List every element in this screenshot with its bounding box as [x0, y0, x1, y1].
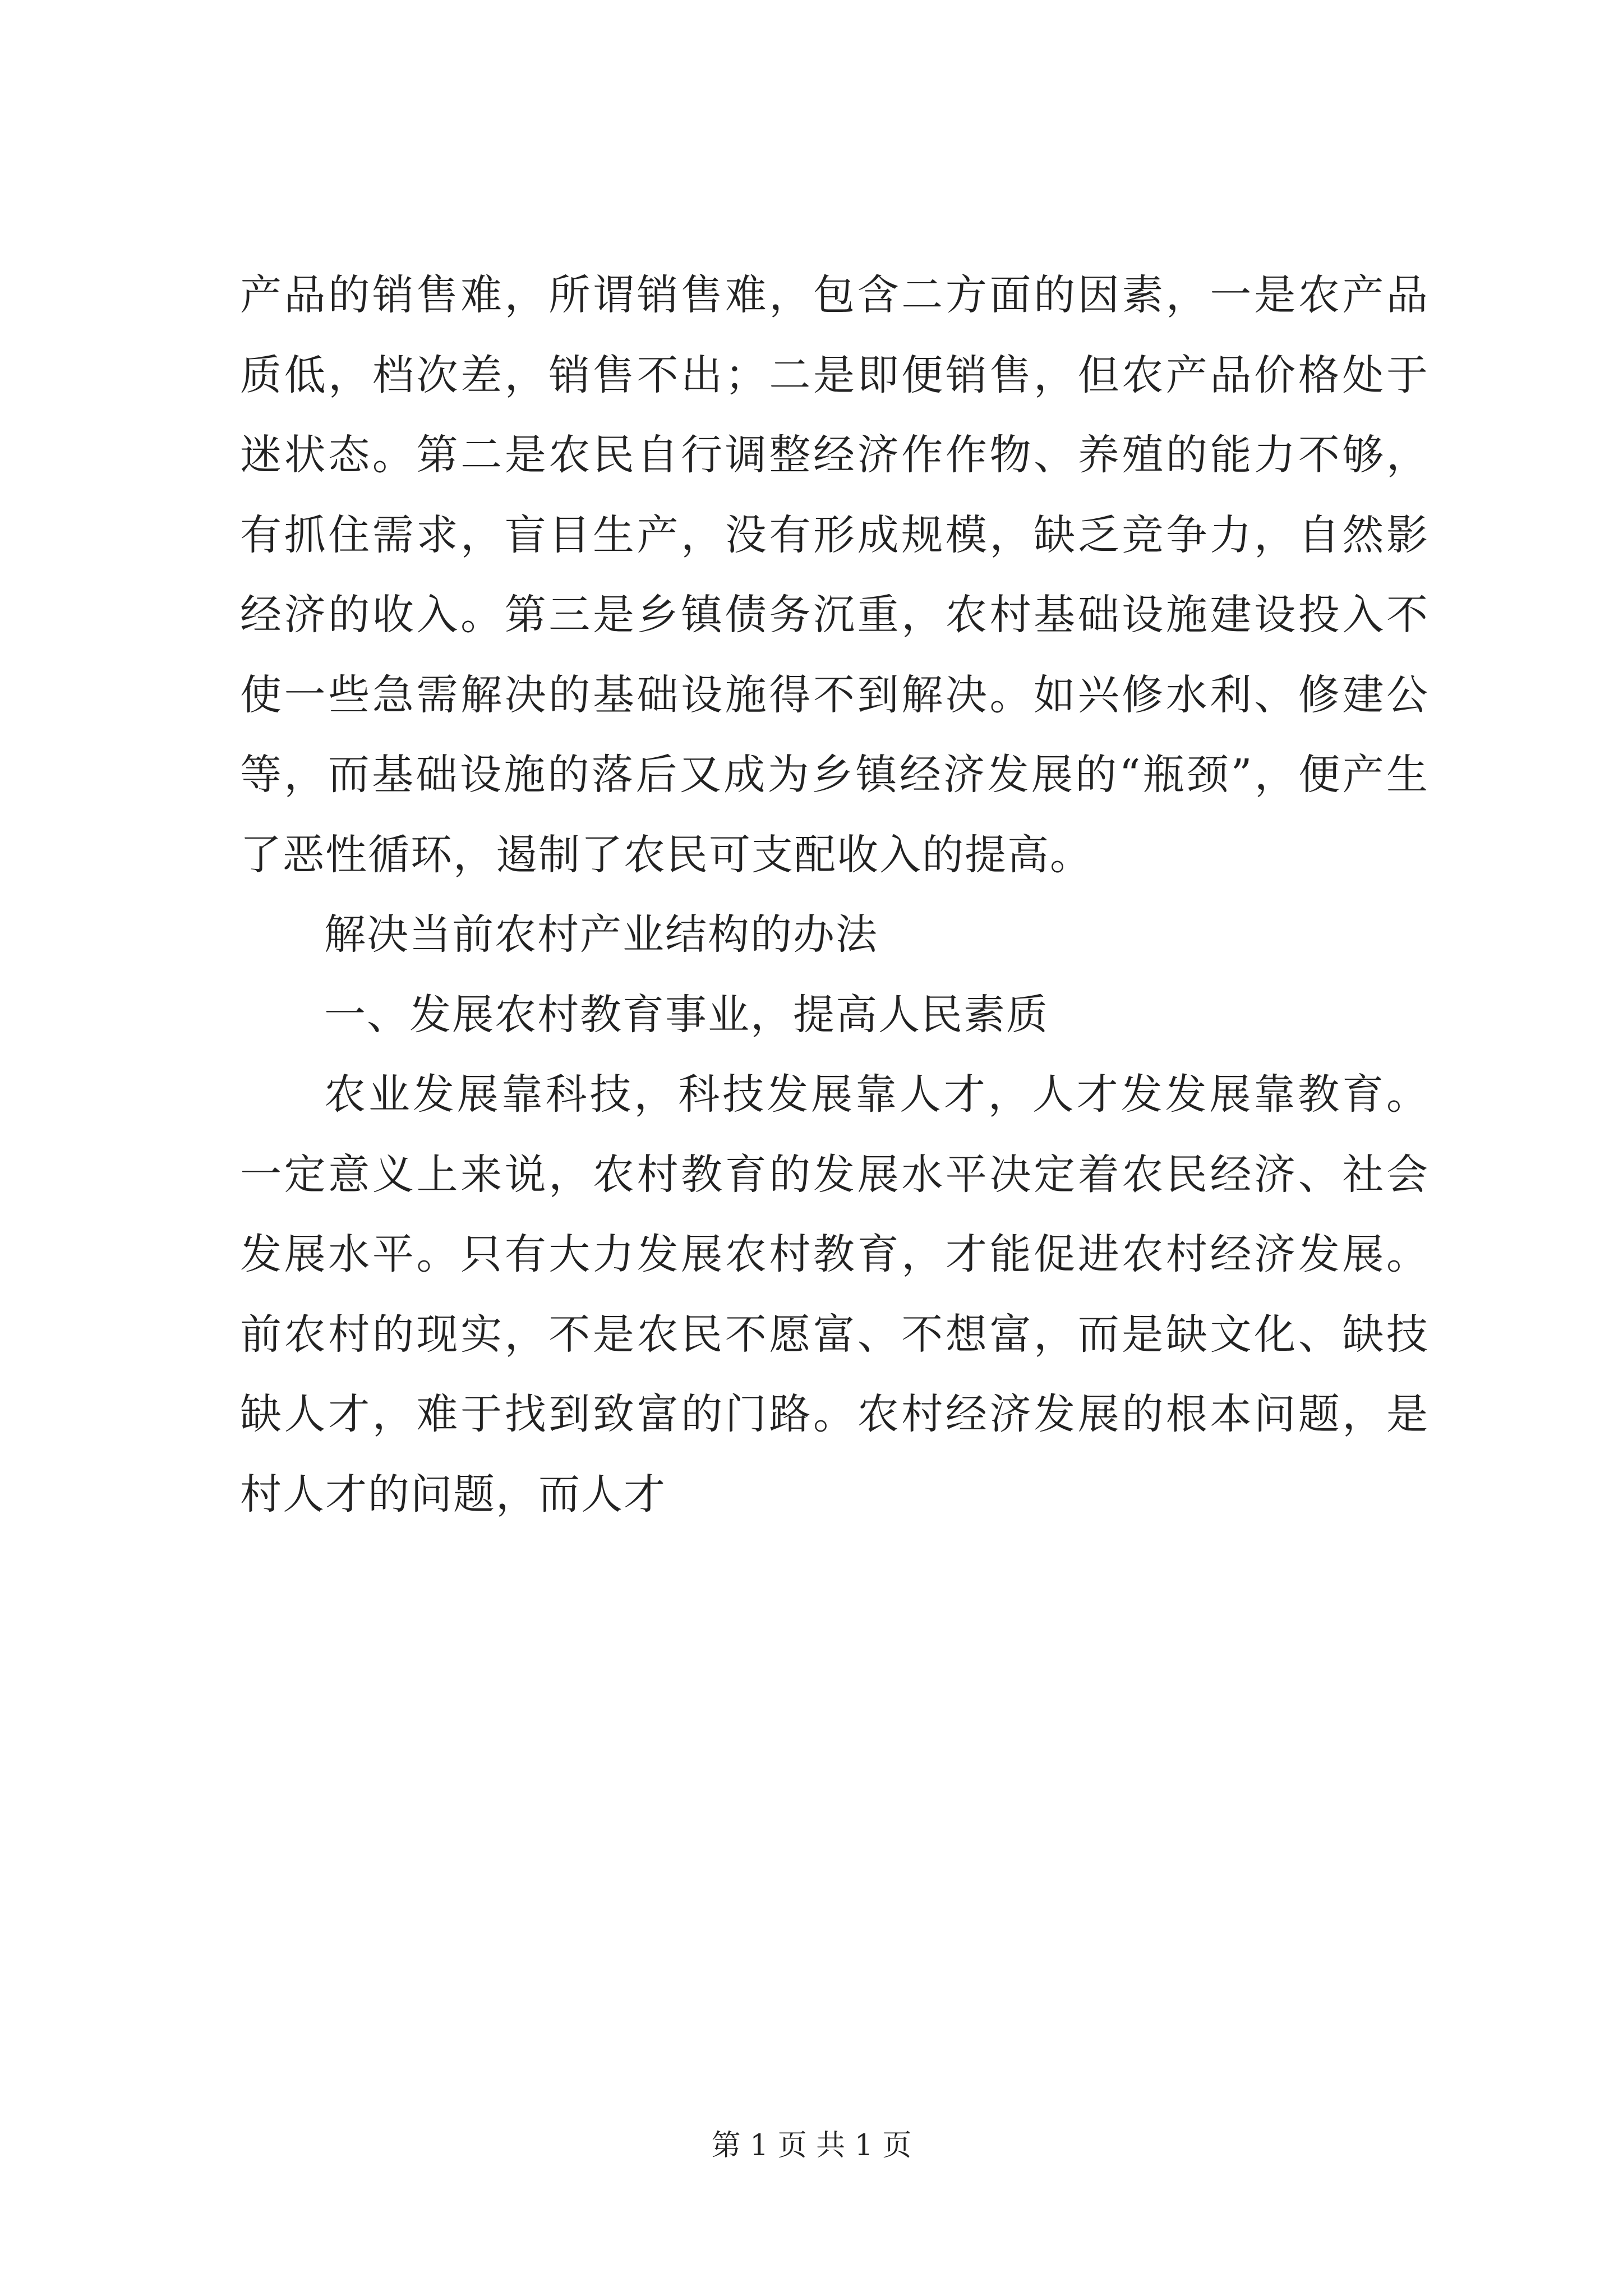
paragraph-line: 等，而基础设施的落后又成为乡镇经济发展的“瓶颈”，便产生	[240, 751, 1429, 799]
paragraph-line: 村人才的问题，而人才	[240, 1470, 666, 1519]
paragraph-line: 经济的收入。第三是乡镇债务沉重，农村基础设施建设投入不	[240, 591, 1429, 639]
paragraph-line: 缺人才，难于找到致富的门路。农村经济发展的根本问题，是	[240, 1390, 1429, 1438]
section-heading: 解决当前农村产业结构的办法	[324, 910, 878, 959]
paragraph-line: 有抓住需求，盲目生产，没有形成规模，缺乏竞争力，自然影	[240, 510, 1429, 559]
subsection-heading: 一、发展农村教育事业，提高人民素质	[324, 990, 1049, 1039]
paragraph-line: 一定意义上来说，农村教育的发展水平决定着农民经济、社会	[240, 1150, 1429, 1199]
paragraph-line: 农业发展靠科技，科技发展靠人才，人才发发展靠教育。	[324, 1070, 1429, 1119]
paragraph-line: 使一些急需解决的基础设施得不到解决。如兴修水利、修建公	[240, 670, 1429, 719]
paragraph-line: 了恶性循环，遏制了农民可支配收入的提高。	[240, 830, 1092, 879]
paragraph-line: 产品的销售难，所谓销售难，包含二方面的因素，一是农产品	[240, 271, 1429, 319]
paragraph-line: 迷状态。第二是农民自行调整经济作作物、养殖的能力不够，	[240, 431, 1429, 479]
page-number-footer: 第 1 页 共 1 页	[711, 2129, 912, 2162]
document-body	[240, 255, 1429, 1534]
paragraph-line: 发展水平。只有大力发展农村教育，才能促进农村经济发展。	[240, 1230, 1429, 1278]
paragraph-line: 前农村的现实，不是农民不愿富、不想富，而是缺文化、缺技	[240, 1310, 1429, 1359]
paragraph-line: 质低，档次差，销售不出；二是即便销售，但农产品价格处于	[240, 351, 1429, 399]
